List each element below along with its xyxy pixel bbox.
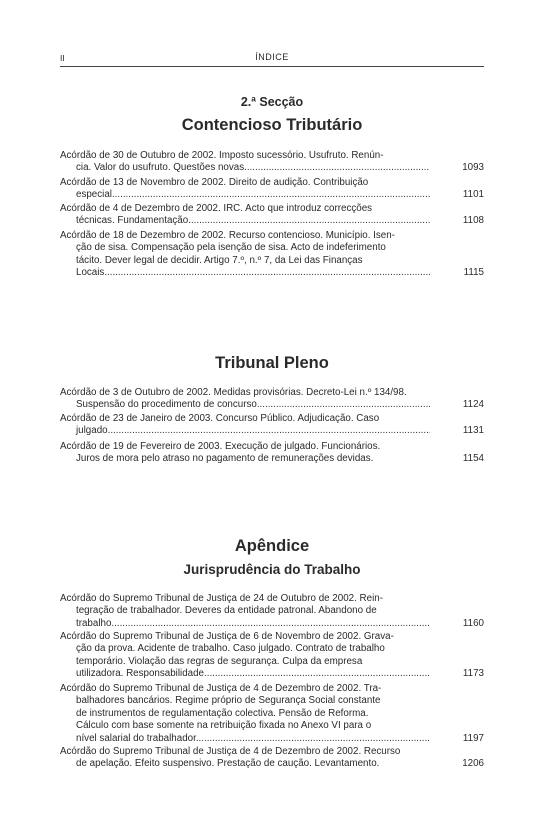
entry-page-number: 1173 <box>462 668 484 680</box>
entry-line: tácito. Dever legal de decidir. Artigo 7.º, n.º 7, da Lei das Finanças <box>76 254 363 266</box>
entry-line: temporário. Violação das regras de segurança. Culpa da empresa <box>76 655 363 667</box>
entry-line: Acórdão de 23 de Janeiro de 2003. Concurso Público. Adjudicação. Caso <box>60 413 380 424</box>
entry-line: Acórdão de 13 de Novembro de 2002. Direito de audição. Contribuição <box>60 177 369 188</box>
entry-line: ção da prova. Acidente de trabalho. Caso julgado. Contrato de trabalho <box>76 643 385 655</box>
entry-page-number: 1124 <box>462 399 484 411</box>
index-entry[interactable] <box>60 441 484 466</box>
entry-page-number: 1197 <box>462 732 484 744</box>
entry-line: Acórdão do Supremo Tribunal de Justiça de 4 de Dezembro de 2002. Tra- <box>60 683 382 694</box>
index-entry[interactable] <box>60 593 484 630</box>
entry-page-number: 1154 <box>462 453 484 465</box>
entry-line: Acórdão de 3 de Outubro de 2002. Medidas provisórias. Decreto-Lei n.º 134/98. <box>60 387 407 398</box>
entry-line: Acórdão de 18 de Dezembro de 2002. Recurso contencioso. Município. Isen- <box>60 230 395 241</box>
index-entry[interactable] <box>60 683 484 745</box>
section-title: Tribunal Pleno <box>215 354 329 372</box>
entry-line: julgado. ..... <box>60 425 430 437</box>
page-number: II <box>60 53 65 63</box>
index-entry[interactable] <box>60 230 484 280</box>
running-title: ÍNDICE <box>255 52 289 62</box>
entry-line: utilizadora. Responsabilidade. ..... <box>60 668 430 680</box>
index-entry[interactable] <box>60 746 484 771</box>
entry-line: Acórdão de 4 de Dezembro de 2002. IRC. Acto que introduz correcções <box>60 203 373 214</box>
entry-line: Acórdão de 19 de Fevereiro de 2003. Execução de julgado. Funcionários. <box>60 441 381 452</box>
entry-line: Cálculo com base somente na retribuição fixada no Anexo VI para o <box>76 720 372 732</box>
entry-line: Acórdão de 30 de Outubro de 2002. Imposto sucessório. Usufruto. Renún- <box>60 150 384 161</box>
entry-line: nível salarial do trabalhador. ..... <box>60 733 430 745</box>
entry-line: balhadores bancários. Regime próprio de Segurança Social constante <box>76 695 381 707</box>
entry-line: tegração de trabalhador. Deveres da entidade patronal. Abandono de <box>76 605 377 617</box>
entry-page-number: 1206 <box>462 758 484 770</box>
index-entry[interactable] <box>60 177 484 202</box>
entry-line: Locais. ..... <box>60 267 430 279</box>
entry-line: técnicas. Fundamentação. ..... <box>60 215 430 227</box>
entry-line: ção de sisa. Compensação pela isenção de sisa. Acto de indeferimento <box>76 242 386 254</box>
entry-line: Juros de mora pelo atraso no pagamento de remunerações devidas. <box>76 453 374 465</box>
entry-line: cia. Valor do usufruto. Questões novas. ..... <box>60 162 430 174</box>
index-entry[interactable] <box>60 631 484 681</box>
entry-line: especial. ..... <box>60 189 430 201</box>
section-title: Apêndice <box>234 537 310 555</box>
entry-line: trabalho. ..... <box>60 618 430 630</box>
entry-line: Suspensão do procedimento de concurso. ..... <box>60 399 430 411</box>
index-entry[interactable] <box>60 387 484 412</box>
section-subtitle: Jurisprudência do Trabalho <box>183 562 361 577</box>
entry-line: Acórdão do Supremo Tribunal de Justiça de 4 de Dezembro de 2002. Recurso <box>60 746 401 757</box>
section-title: Contencioso Tributário <box>181 116 363 134</box>
entry-page-number: 1108 <box>462 215 484 227</box>
entry-page-number: 1093 <box>462 162 484 174</box>
entry-line: de apelação. Efeito suspensivo. Prestação de caução. Levantamento. <box>76 758 380 770</box>
entry-line: Acórdão do Supremo Tribunal de Justiça de 24 de Outubro de 2002. Rein- <box>60 593 383 604</box>
entry-page-number: 1160 <box>462 617 484 629</box>
entry-line: de instrumentos de regulamentação colectiva. Pensão de Reforma. <box>76 707 369 719</box>
section-subtitle: 2.ª Secção <box>240 95 304 109</box>
entry-page-number: 1131 <box>462 425 484 437</box>
entry-page-number: 1101 <box>462 189 484 201</box>
index-entry[interactable] <box>60 413 484 438</box>
entry-page-number: 1115 <box>463 267 484 279</box>
entry-line: Acórdão do Supremo Tribunal de Justiça de 6 de Novembro de 2002. Grava- <box>60 631 394 642</box>
index-entry[interactable] <box>60 150 484 175</box>
index-entry[interactable] <box>60 203 484 228</box>
page-header <box>60 52 484 67</box>
